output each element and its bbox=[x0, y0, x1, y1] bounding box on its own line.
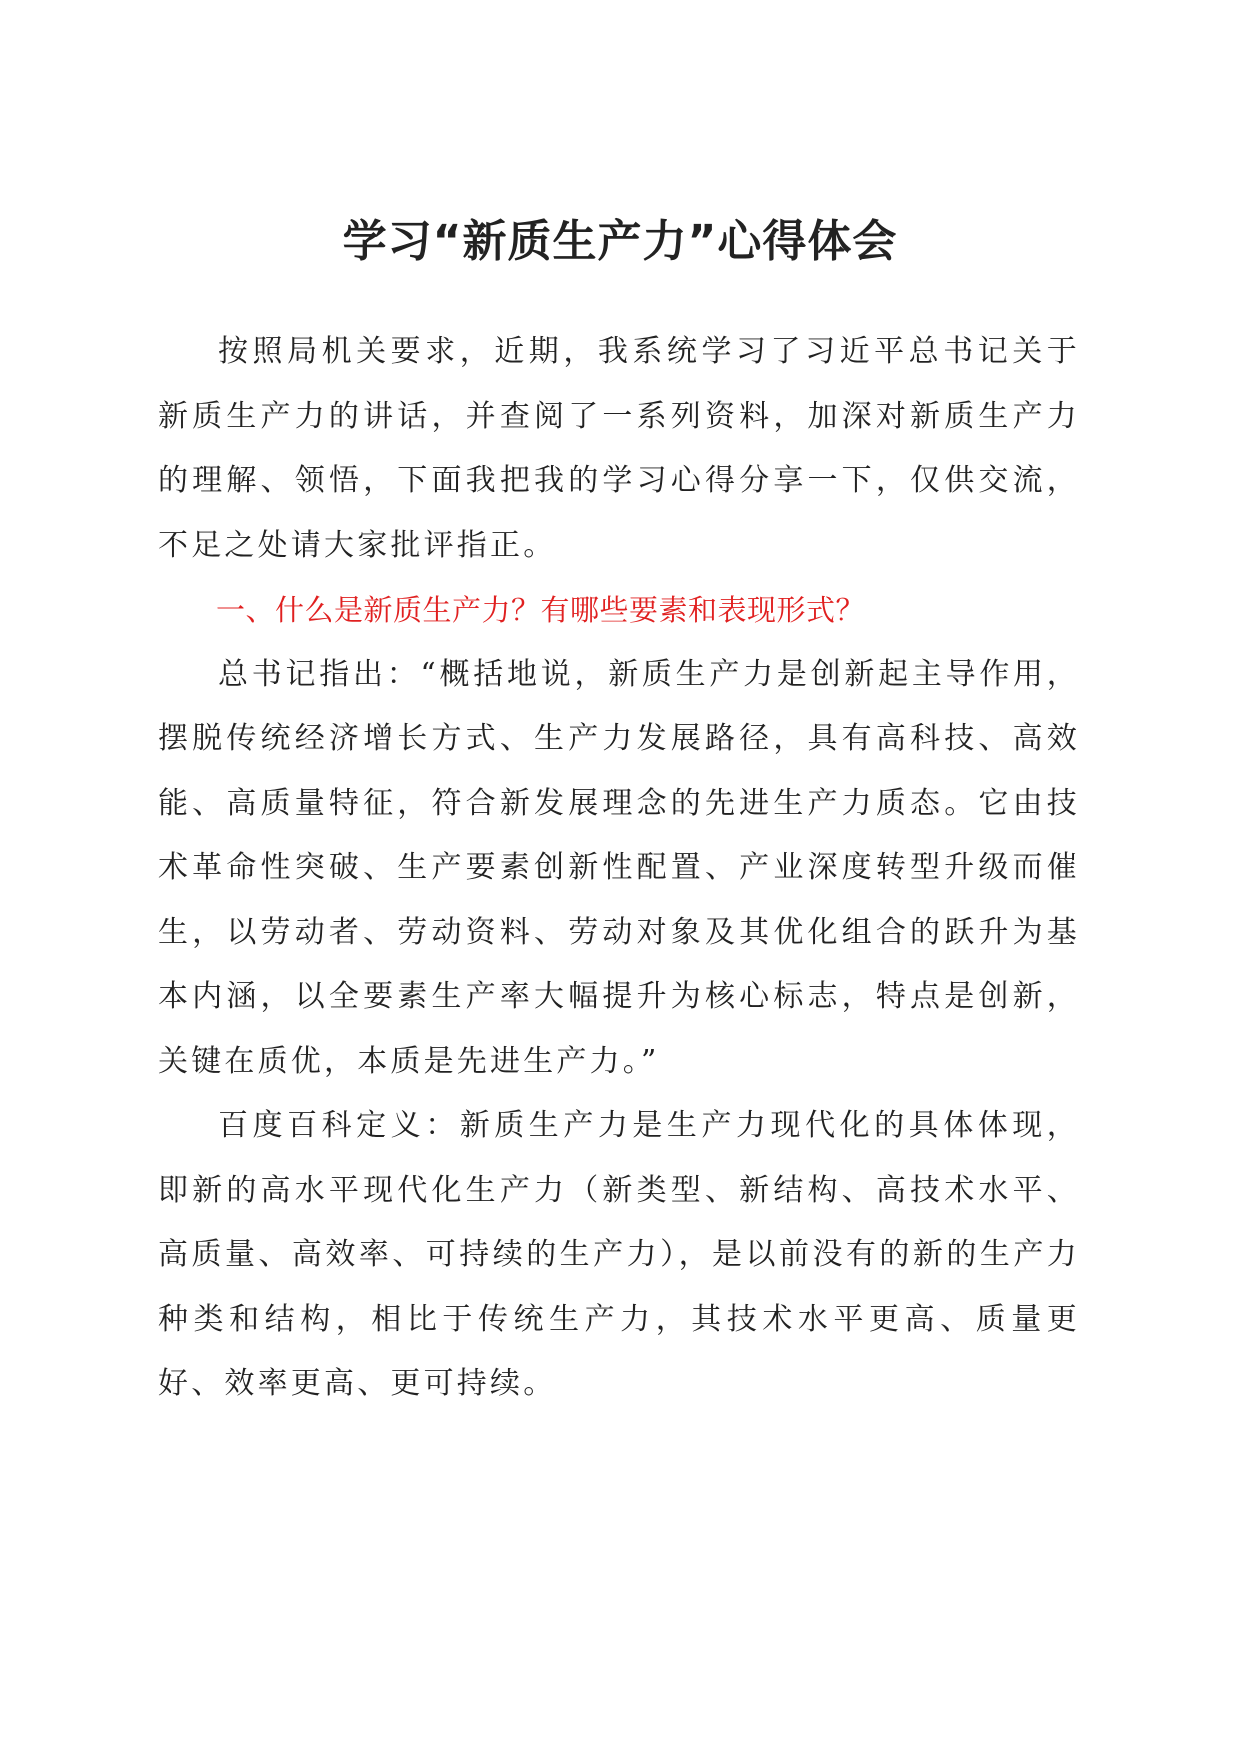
document-body bbox=[158, 320, 1080, 1417]
intro-paragraph: 按照局机关要求，近期，我系统学习了习近平总书记关于新质生产力的讲话，并查阅了一系列资料，加深对新质生产力的理解、领悟，下面我把我的学习心得分享一下，仅供交流，不足之处请大家批评指正。 bbox=[158, 334, 1080, 563]
definition-paragraph: 百度百科定义：新质生产力是生产力现代化的具体体现，即新的高水平现代化生产力（新类型、新结构、高技术水平、高质量、高效率、可持续的生产力），是以前没有的新的生产力种类和结构，相比于传统生产力，其技术水平更高、质量更好、效率更高、更可持续。 bbox=[158, 1108, 1080, 1401]
section-heading: 一、什么是新质生产力？有哪些要素和表现形式？ bbox=[216, 593, 866, 627]
quote-paragraph: 总书记指出：“概括地说，新质生产力是创新起主导作用，摆脱传统经济增长方式、生产力发展路径，具有高科技、高效能、高质量特征，符合新发展理念的先进生产力质态。它由技术革命性突破、生产要素创新性配置、产业深度转型升级而催生，以劳动者、劳动资料、劳动对象及其优化组合的跃升为基本内涵，以全要素生产率大幅提升为核心标志，特点是创新，关键在质优，本质是先进生产力。” bbox=[158, 656, 1080, 1079]
document-title: 学习“新质生产力”心得体会 bbox=[342, 216, 898, 267]
